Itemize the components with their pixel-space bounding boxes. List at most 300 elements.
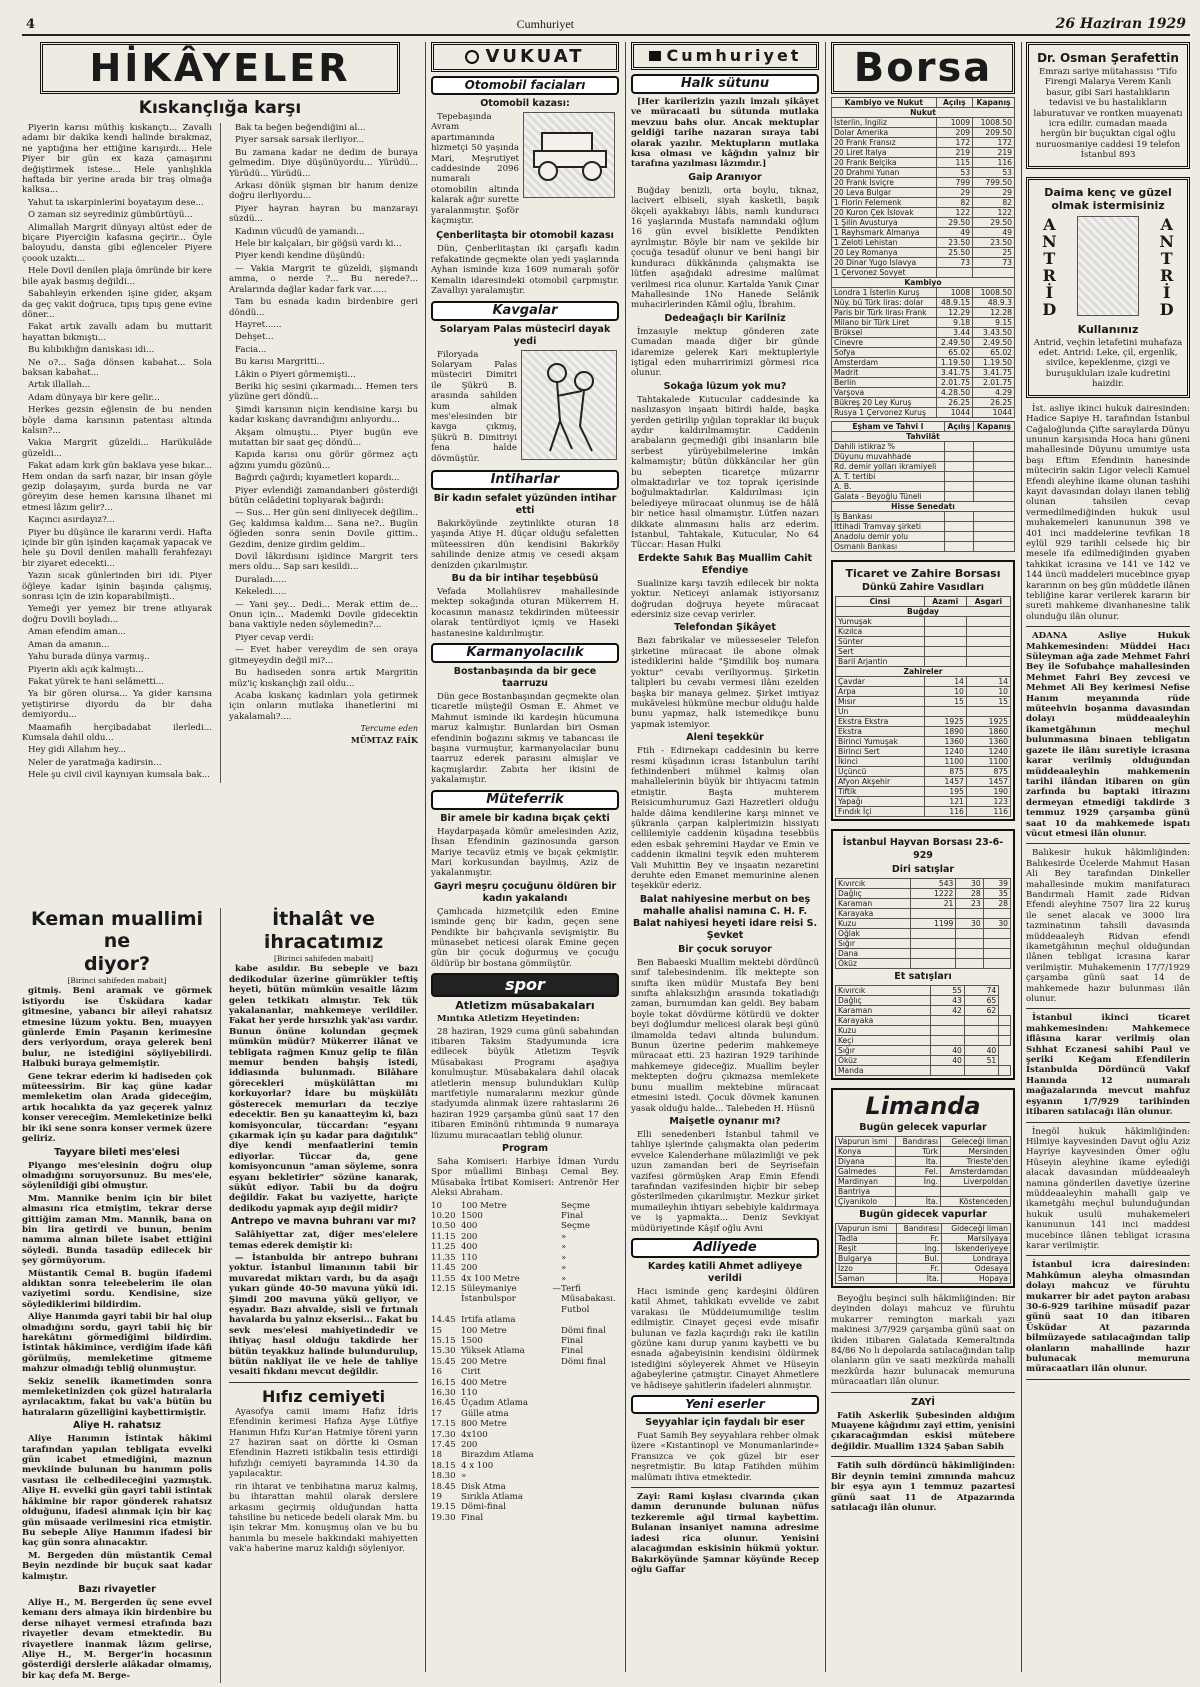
keman-paragraph: Aliye Hanımın İstintak hâkimi tarafından yapılan tebligata evvelki gün icabet etmediğini, maznun mevkiinde bulunan bu hanımın polis vasıtası ile celbedileceğini yazmıştık. Aliye H. evvelki gün gayri tabii istintak hâkimine bir rapor gönderek rahatsız olduğunu, ifadesi alınmak için bir kaç gün müsaade verilmesini rica etmiştir. Bu sebeple Aliye Hanımın ifadesi bir kaç gün sonra alınacaktır. xyxy=(22,1434,212,1549)
limanda-title: Limanda xyxy=(865,1092,981,1120)
table-cell xyxy=(999,1016,1011,1026)
program-row xyxy=(431,1502,619,1512)
story-paragraph: — Evet haber vereydim de sen oraya gitmeyeydin değil mi?... xyxy=(228,645,418,666)
nukut-row xyxy=(832,158,1015,168)
kambiyo-row xyxy=(832,318,1015,328)
keman-subheading: Aliye H. rahatsız xyxy=(73,1420,161,1432)
et-row xyxy=(836,986,1011,996)
kambiyo-label: Kambiyo xyxy=(832,278,1015,288)
table-cell: 1.19.50 xyxy=(973,358,1015,368)
table-cell: 543 xyxy=(911,879,956,889)
table-cell: 209.50 xyxy=(973,128,1015,138)
table-cell xyxy=(966,707,1010,717)
esham-row xyxy=(832,492,1015,502)
program-row xyxy=(431,1378,619,1388)
table-cell: Dolar Amerika xyxy=(832,128,937,138)
halk-item-title: Gaip Aranıyor xyxy=(688,171,762,183)
ithalat-subheading: Antrepo ve mavna buhranı var mı? xyxy=(230,1216,417,1228)
antrid-letter: İ xyxy=(1045,282,1054,302)
liman-header-row xyxy=(836,1137,1011,1147)
table-cell: 49 xyxy=(973,228,1015,238)
vukuat-header: VUKUAT xyxy=(485,46,585,67)
table-cell xyxy=(956,939,983,949)
table-cell xyxy=(973,512,1014,522)
halk-item-text: Ben Babaeski Muallim mektebi dördüncü sınıf talebesindenim. İlk mektepte son sınıfta iken müdür Mustafa Bey beni sınıfta ahlaksızlığın arasında tokatladığı zaman, burnumdan kan geldi. Bey babam boyle tokat dövdürme kötürdü ve dokter beyi doğlumdur melicesi olarak beşi günü ilmamolda tedavi altında bulundum. Bunun üzerine pederim mahkemeye müracaat etti. 23 haziran 1929 tarihinde mahkemeye gideceğiz. Muallim beyler mektepten doğru çıkmazsa memlekete bunu muallim mektebine müracaat etmesini istedi. Çocuk dövmek kanunen yasak olduğu halde... Talebeden H. Hüsnü xyxy=(631,957,819,1114)
table-cell: 2.01.75 xyxy=(973,378,1015,388)
nukut-row xyxy=(832,258,1015,268)
table-cell: A. T. tertibi xyxy=(832,472,945,482)
table-cell xyxy=(944,492,973,502)
diri-row xyxy=(836,889,1011,899)
gidecek-vapurlar-label: Bugün gidecek vapurlar xyxy=(859,1209,987,1220)
table-cell: 48.9.15 xyxy=(936,298,972,308)
table-cell xyxy=(944,512,973,522)
story-paragraph: Fakat artık zavallı adam bu muttarit hayattan bıkmıştı... xyxy=(22,322,212,343)
nukut-row xyxy=(832,268,1015,278)
doktor-ad xyxy=(1026,42,1190,169)
et-row xyxy=(836,1056,1011,1066)
liman-row xyxy=(836,1187,1011,1197)
program-row xyxy=(431,1409,619,1419)
table-cell xyxy=(924,657,966,667)
table-cell xyxy=(973,482,1014,492)
story-paragraph: Arkası dönük şişman bir hanım denize doğru ilerliyordu... xyxy=(228,181,418,202)
program-row xyxy=(431,1253,619,1263)
story-paragraph: Akşam olmuştu... Piyer bugün eve mutattan bir saat geç döndü... xyxy=(228,427,418,448)
table-cell: Cinevre xyxy=(832,338,937,348)
author-name: MÜMTAZ FAİK xyxy=(350,734,418,745)
table-cell xyxy=(930,1026,964,1036)
diri-row xyxy=(836,899,1011,909)
program-cell: 17.15 xyxy=(431,1419,456,1430)
program-cell xyxy=(561,1492,616,1502)
zayi-title: ZAYİ xyxy=(911,1396,935,1408)
zahire-row xyxy=(836,707,1011,717)
table-cell: 15 xyxy=(924,697,966,707)
program-row xyxy=(431,1357,619,1367)
program-cell: Gülle atma xyxy=(461,1408,509,1419)
table-cell: Birinci Yumuşak xyxy=(836,737,925,747)
nukut-row xyxy=(832,148,1015,158)
program-cell: 400 Metre xyxy=(461,1377,507,1388)
story-paragraph: Ya bir gören olursa... Ya gider karısına yetiştirirse diyordu da bir daha demiyordu... xyxy=(22,689,212,721)
story-paragraph: Neler de yaratmağa kadirsin... xyxy=(28,757,162,768)
story-paragraph: Aman efendim aman... xyxy=(28,627,126,638)
program-cell xyxy=(561,1398,616,1408)
table-cell: Tadla xyxy=(836,1234,897,1244)
yeni-eserler-label: Yeni eserler xyxy=(631,1395,819,1414)
table-cell xyxy=(973,442,1014,452)
liman-row xyxy=(836,1147,1011,1157)
table-cell: Hopaya xyxy=(942,1274,1011,1284)
table-cell: 121 xyxy=(924,797,966,807)
table-cell xyxy=(956,959,983,969)
program-row xyxy=(431,1367,619,1377)
story-paragraph: Yahut ta ıskarpinlerini boyatayım dese... xyxy=(28,197,204,208)
story-paragraph: Herkes gezsin eğlensin de bu nenden böyle dama karısının patentası altında kalsın?... xyxy=(22,405,212,436)
program-cell: » xyxy=(561,1242,567,1253)
table-cell: Vapurun ismi xyxy=(836,1224,897,1234)
program-cell: 14.45 xyxy=(431,1315,456,1326)
halk-item-title: Dedeağaçlı bir Karilniz xyxy=(664,312,786,324)
table-cell: 30 xyxy=(956,919,983,929)
program-cell: 4x 100 Metre xyxy=(461,1273,520,1284)
program-cell: 18.30 xyxy=(431,1471,456,1482)
zahire-row xyxy=(836,807,1011,817)
table-cell: 1008.50 xyxy=(973,118,1015,128)
table-cell: 29 xyxy=(973,188,1015,198)
table-cell: Mısır xyxy=(836,697,925,707)
table-cell xyxy=(944,532,973,542)
ithalat-paragraph: Salâhiyettar zat, diğer mes'elelere temas ederek demiştir ki: xyxy=(228,1230,418,1251)
table-cell: 15 xyxy=(966,697,1010,707)
program-row xyxy=(431,1388,619,1398)
story-paragraph: Lâkin o Piyeri görmemişti... xyxy=(234,369,356,380)
table-cell: 1008.50 xyxy=(973,288,1015,298)
gidecek-table xyxy=(835,1223,1011,1284)
table-cell: Amsterdam xyxy=(832,358,937,368)
program-row xyxy=(431,1440,619,1450)
table-cell: 30 xyxy=(983,919,1010,929)
gelecek-vapurlar-label: Bugün gelecek vapurlar xyxy=(859,1122,987,1133)
program-cell: 200 Metre xyxy=(461,1356,507,1367)
table-cell: Reşit xyxy=(836,1244,897,1254)
muteferrik-title-2: Gayri meşru çocuğunu öldüren bir kadın yakalandı xyxy=(433,880,617,904)
table-cell: Keçi xyxy=(836,1036,931,1046)
asgari-header: Asgari xyxy=(966,597,1010,607)
table-cell xyxy=(966,647,1010,657)
paper-name: Cumhuriyet xyxy=(516,17,574,31)
spor-text: 28 haziran, 1929 cuma günü sabahından itibaren Taksim Stadyumunda icra edilecek büyük Atletizm Teşvik Müsabakası Programı aşağıya konulmuştur. Müsabakalara dahil olacak atletlerin mensup bulundukları Kulüp marifetiyle numaralarını mezkur günde stadyumda alınmak üzere rahtaslarını 26 haziran 1929 çarşamba günü saat 17 den itibaren Eminönü rıhtımında 9 numaraya lüzumu muracaatları tebliğ olunur. xyxy=(431,1026,619,1141)
court-notice: İnegöl hukuk hâkimliğinden: Hilmiye kayvesinden Davut oğlu Aziz Hayriye kayvesinden Ömer oğlu Hüseyin aleyhine ikame eylediği alacak davasından müddeaaleyh namına gönderilen davetiye üzerine müddeaaleyhin mahalli gaip ve ikametgâhı meçhul bulunduğundan hukuk usulü muhakemeleri kanununun 141 inci maddesi mucebince ilânen tebligat icrasına karar verilmiştir. xyxy=(1026,1126,1190,1251)
table-cell: Türk xyxy=(896,1147,941,1157)
table-cell: İng. xyxy=(896,1244,941,1254)
hisse-row xyxy=(832,542,1015,552)
program-row xyxy=(431,1346,619,1356)
story-title: Kıskançlığa karşı xyxy=(138,98,302,118)
table-cell: 4.28.50 xyxy=(936,388,972,398)
flag-icon xyxy=(649,51,661,61)
program-cell: 11.55 xyxy=(431,1273,456,1284)
table-cell xyxy=(973,522,1014,532)
kambiyo-row xyxy=(832,348,1015,358)
antrid-letter: T xyxy=(1043,248,1056,268)
halk-intro: [Her karilerizin yazılı imzalı şikâyet ve müracaati bu sütunda mutlaka mevzuu bahs olur. Ancak mektuplar geldiği tarihe nazaran sıraya tabi olarak yazılır. Mektupların mutlaka kısa olması ve kâğıdın yalnız bir tarafına yazılması lâzımdır.] xyxy=(631,97,819,170)
story-paragraph: Kekeledi..... xyxy=(234,587,287,598)
zahire-row xyxy=(836,617,1011,627)
program-cell: 15 xyxy=(431,1325,442,1336)
karmanyola-text: Dün gece Bostanbaşından geçmekte olan ticaretle müşteğil Osman E. Ahmet ve Mahmut isminde iki kardeşin hücumuna maruz kalmıştır. Bunlardan biri Osman efendinin boğazını sıkmış ve tabancası ile başına vurmuştur, karmanyolacılar bunu taarruz ederek parasını almışlar ve kaçmışlardır. Zabıta her ikisini de yakalamıştır. xyxy=(431,692,619,786)
court-notice: Balıkesir hukuk hâkimliğinden: Balıkesirde Ücelerde Mahmut Hasan Ali Bey tarafından Dinkeller mahallesinde mukim manifaturacı Bandırmalı Hamit zade Ridvan Efendi aleyhine 7507 lira 22 kuruş ile senet alacak ve 3000 lira tazminatının tahsili davasında müddeaaleyh Ridvan efendi ikametgâhının meçhul olduğundan ilânen tebligat icrasına karar verilmiştir. Muhakemenin 17/7/1929 çarşamba günü saat 14 de mahkemede hazır bulunması ilân olunur. xyxy=(1026,848,1190,1005)
story-paragraph: Bağırdı çağırdı; kıyametleri kopardı... xyxy=(234,473,400,484)
ticaret-borsasi xyxy=(831,560,1015,821)
table-cell: 12.29 xyxy=(936,308,972,318)
table-cell xyxy=(924,627,966,637)
table-cell: 123 xyxy=(966,797,1010,807)
table-cell: İkinci xyxy=(836,757,925,767)
zahire-row xyxy=(836,747,1011,757)
table-cell: Fel. xyxy=(896,1167,941,1177)
antrid-ad xyxy=(1026,177,1190,398)
program-cell: 11.15 xyxy=(431,1231,456,1242)
story-paragraph: Hele Dovil denilen plaja ömründe bir kere bile ayak basmış değildi... xyxy=(22,266,212,287)
table-cell: Ekstra xyxy=(836,727,925,737)
table-cell xyxy=(956,949,983,959)
table-cell: İzzo xyxy=(836,1264,897,1274)
table-cell: Anadolu demir yolu xyxy=(832,532,945,542)
table-cell: Gideceği liman xyxy=(942,1224,1011,1234)
esham-row xyxy=(832,462,1015,472)
hisse-row xyxy=(832,512,1015,522)
diri-row xyxy=(836,939,1011,949)
table-cell: Öküz xyxy=(836,959,911,969)
table-cell: 115 xyxy=(936,158,972,168)
zahire-row xyxy=(836,637,1011,647)
et-satislari-label: Et satışları xyxy=(894,971,952,982)
table-cell: Trieste'den xyxy=(941,1157,1011,1167)
table-cell: 29.50 xyxy=(936,218,972,228)
table-cell xyxy=(944,482,973,492)
table-cell: 20 Drahmi Yunan xyxy=(832,168,937,178)
hikayeler-section xyxy=(22,42,418,907)
table-cell: Paris bir Türk lirası Frank xyxy=(832,308,937,318)
table-cell xyxy=(956,909,983,919)
esham-row xyxy=(832,452,1015,462)
table-cell: 20 Frank Fransız xyxy=(832,138,937,148)
story-paragraph: Piyerin aklı açık kalmıştı... xyxy=(28,664,144,675)
table-cell: Düyunu muvahhade xyxy=(832,452,945,462)
liman-row xyxy=(836,1197,1011,1207)
table-cell: 1860 xyxy=(966,727,1010,737)
table-cell xyxy=(999,1036,1011,1046)
story-paragraph: Maamafih herçibadabat ilerledi... Kumsala dahil oldu... xyxy=(22,722,212,743)
program-cell xyxy=(561,1419,616,1429)
diri-satislar-label: Diri satışlar xyxy=(891,864,955,875)
table-cell: 20 Frank Belçika xyxy=(832,158,937,168)
story-left-column xyxy=(22,123,212,783)
program-row xyxy=(431,1326,619,1336)
table-cell: Konya xyxy=(836,1147,896,1157)
table-cell: Un xyxy=(836,707,925,717)
program-row xyxy=(431,1471,619,1481)
zahire-row xyxy=(836,767,1011,777)
table-cell: 1890 xyxy=(924,727,966,737)
program-cell xyxy=(561,1409,616,1419)
table-cell xyxy=(924,647,966,657)
table-cell: Brüksel xyxy=(832,328,937,338)
program-cell: 17.30 xyxy=(431,1429,456,1440)
table-cell: 14 xyxy=(966,677,1010,687)
table-cell: İş Bankası xyxy=(832,512,945,522)
program-cell: 19.30 xyxy=(431,1512,456,1523)
kambiyo-row xyxy=(832,378,1015,388)
beyoglu-ilan: Beyoğlu beşinci sulh hâkimliğinden: Bir deyinden dolayı mahcuz ve füruhtu mukarrer remington markalı yazı makinesi 3/7/929 çarşamba günü saat on ikiden itibaren Galatada Kemeraltında 84/86 No lı depolarda satılacağından talip olanların gün ve saati mezkûrda mahalli mezkûrda hazır bulunacak memuruna müracaatları ilân olunur. xyxy=(831,1294,1015,1388)
et-row xyxy=(836,1006,1011,1016)
table-cell: 195 xyxy=(924,787,966,797)
table-cell: 1925 xyxy=(966,717,1010,727)
hifz-title: Hıfız cemiyeti xyxy=(261,1386,386,1406)
table-cell: Nüy. bü Türk liras: dolar xyxy=(832,298,937,308)
program-cell: 15.15 xyxy=(431,1335,456,1346)
story-paragraph: Tam bu esnada kadın birdenbire geri döndü... xyxy=(228,297,418,318)
borsa-title: Borsa xyxy=(831,42,1015,94)
table-cell xyxy=(930,1036,964,1046)
story-paragraph: Alimallah Margrit dünyayı altüst eder de biçare Piyerciğin kafasına geçirir... Öyle baloyudu, dansta gibi eğlenceler Piyere çoook uzaktı... xyxy=(22,222,212,264)
program-cell: 1500 xyxy=(461,1211,483,1222)
table-cell: 219 xyxy=(973,148,1015,158)
program-cell xyxy=(561,1471,616,1481)
table-cell: 42 xyxy=(930,1006,964,1016)
table-cell: Oğlak xyxy=(836,929,911,939)
table-cell: 116 xyxy=(973,158,1015,168)
intiharlar-label: İntiharlar xyxy=(431,470,619,490)
table-cell: Fr. xyxy=(896,1264,941,1274)
table-cell: 1 Rayhsmark Almanya xyxy=(832,228,937,238)
table-cell: 25 xyxy=(973,248,1015,258)
antrid-letter: R xyxy=(1160,265,1174,285)
halk-item-text: Buğday benizli, orta boylu, tıknaz, lacivert elbiseli, siyah kasketli, başık ökçeli ayakkabıyı lâbis, namlı kunduracı 16 yaşlarında Mustafa namındaki oğlum 16 gün evvel bisiklette Pendikten ayrılmıştır. Böyle bir nam ve şekilde bir çocuğa tesadüf olunur ve beni hangi bir kunduracı dükkânında çalışmakta ise lütfen aşağıdaki adresime malûmat verilmesi rica olunur. Kartalda Yanık Çınar Mahallesinde 1No Hanede Selânik muhacirlerinden Kâmil oğlu, İbrahim. xyxy=(631,185,819,311)
spor-label: spor xyxy=(431,973,619,997)
table-cell: 190 xyxy=(966,787,1010,797)
nukut-row xyxy=(832,218,1015,228)
table-cell xyxy=(973,268,1015,278)
right-column xyxy=(1026,42,1190,1672)
program-cell: Üçadım Atlama xyxy=(461,1398,528,1409)
table-cell: 3.41.75 xyxy=(973,368,1015,378)
story-paragraph: Bu kılıbıklığın daniskası idi... xyxy=(28,345,155,356)
nukut-row xyxy=(832,128,1015,138)
story-paragraph: — Vakia Margrit te güzeldi, şişmandı amma, o nerde ?... Bu nerede?... Aralarında dağlar kadar fark var...... xyxy=(228,263,418,295)
table-cell: 10 xyxy=(966,687,1010,697)
program-cell xyxy=(561,1513,616,1523)
table-cell xyxy=(966,617,1010,627)
zahire-row xyxy=(836,757,1011,767)
story-paragraph: O zaman siz seyrediniz gümbürtüyü... xyxy=(28,210,193,221)
table-cell: Rusya 1 Çervonez Kuruş xyxy=(832,408,937,418)
keman-subheading: Tayyare bileti mes'elesi xyxy=(54,1146,180,1158)
table-cell: Milano bir Türk Liret xyxy=(832,318,937,328)
table-cell: 51 xyxy=(964,1056,998,1066)
table-cell xyxy=(944,542,973,552)
nukut-row xyxy=(832,138,1015,148)
program-cell: 17 xyxy=(431,1408,442,1419)
story-paragraph: Piyer bu düşünce ile kararını verdi. Hafta içinde bir gün işinden kaçamak yapacak ve hele şu Dovil denilen mahalli ferahfezayı bir ziyaret edecekti... xyxy=(22,527,212,569)
table-cell: 73 xyxy=(936,258,972,268)
zahire-row xyxy=(836,627,1011,637)
hisse-row xyxy=(832,532,1015,542)
program-row xyxy=(431,1419,619,1429)
intihar-sub-title: Bu da bir intihar teşebbüsü xyxy=(451,573,599,584)
hisse-row xyxy=(832,522,1015,532)
program-cell xyxy=(561,1367,616,1377)
program-cell: 100 Metre xyxy=(461,1200,507,1211)
program-cell: 16.45 xyxy=(431,1398,456,1409)
program-cell: Seçme xyxy=(561,1221,591,1232)
halk-item-title: Balat nahiyesine merbut on beş mahalle ahalisi namına C. H. F. Balat nahiyesi heyeti idare reisi S. Şevket xyxy=(632,893,818,941)
table-cell: 875 xyxy=(924,767,966,777)
story-paragraph: Piyer cevap verdi: xyxy=(234,632,314,643)
table-cell: Bandırası xyxy=(896,1224,941,1234)
halk-item-text: Ftih - Edirnekapı caddesinin bu kerre resmi küşadının icrası İstanbulun tarihi fethindenberi mühmel kalmış olan mahallelerinin büyük bir ihtiyacını tatmin etmiştir. Başta muhterem Reisicumhurumuz Gazi Hazretleri olduğu halde dâima kendilerine karşı minnet ve şükranla çarpan kalplerimizin hissiyatı cellilemiyle caddenin küşadına tesebbüs eden esbak şehremini Haydar ve Emin ve caddenin ikmalini teşvik eden muhterem Vali Muhittin Bey ve inşaatın nezaretini deruhte eden Emanet memurinine alenen teşekkür ederiz. xyxy=(631,746,819,892)
program-row xyxy=(431,1221,619,1231)
esham-table xyxy=(831,421,1015,552)
program-cell xyxy=(561,1440,616,1450)
program-row xyxy=(431,1315,619,1325)
table-cell: 10 xyxy=(924,687,966,697)
karmanyola-title: Bostanbaşında da bir gece taarruzu xyxy=(453,666,597,690)
zahire-row xyxy=(836,787,1011,797)
table-cell: 1044 xyxy=(936,408,972,418)
nukut-row xyxy=(832,208,1015,218)
keman-paragraph: Aliye H., M. Bergerden üç sene evvel kemanı ders almaya ikin birdenbire bu derse nihayet vermesi etrafında bazı rivayetler devam etmektedir. Bu rivayetlere inanmak lâzım gelirse, Aliye H., M. Berger'in hocasının gösterdiği derslerle alâkadar olmamış, bir kaç defa M. Berge- xyxy=(22,1597,212,1681)
nukut-label: Nukut xyxy=(832,108,1015,118)
table-cell: Karaman xyxy=(836,899,911,909)
program-cell: 1500 xyxy=(461,1335,483,1346)
story-paragraph: Fakat adam kırk gün baklava yese bıkar... Hem ondan da sarfı nazar, bir insan göyle gezip dolaşayım, şurda burda ne var göreyim dese hemen karısına ilhanet mi etmesi lâzım gelir?... xyxy=(22,461,212,513)
table-cell: A. B. xyxy=(832,482,945,492)
antrid-letter: A xyxy=(1043,214,1056,234)
table-cell: 3.44 xyxy=(936,328,972,338)
halk-item-title: Erdekte Sahık Baş Muallim Cahit Efendiye xyxy=(637,552,813,576)
table-cell xyxy=(964,1016,998,1026)
table-cell: 21 xyxy=(911,899,956,909)
program-row xyxy=(431,1211,619,1221)
program-cell: 18.15 xyxy=(431,1460,456,1471)
table-cell: İng. xyxy=(896,1177,941,1187)
program-row xyxy=(431,1284,619,1315)
limanda-box xyxy=(831,1088,1015,1288)
esham-kapanis-header: Kapanış xyxy=(973,422,1014,432)
program-cell: Final xyxy=(561,1346,584,1357)
program-cell: Final xyxy=(561,1335,584,1346)
program-cell: 4x100 xyxy=(461,1429,488,1440)
diri-table xyxy=(835,878,1011,969)
zahire-row xyxy=(836,727,1011,737)
table-cell: 26.25 xyxy=(973,398,1015,408)
muteferrik-title: Bir amele bir kadına bıçak çekti xyxy=(440,812,610,824)
table-cell: 20 Dinar Yugo İslavya xyxy=(832,258,937,268)
table-cell: Ekstra Ekstra xyxy=(836,717,925,727)
program-cell: 19.15 xyxy=(431,1502,456,1513)
table-cell: Saman xyxy=(836,1274,897,1284)
program-row xyxy=(431,1263,619,1273)
halk-item-title: Aleni teşekkür xyxy=(686,732,764,744)
table-cell: Sığır xyxy=(836,1046,931,1056)
table-cell: Odesaya xyxy=(942,1264,1011,1274)
program-cell: Seçme xyxy=(561,1200,591,1211)
zahire-row xyxy=(836,677,1011,687)
kambiyo-row xyxy=(832,288,1015,298)
story-paragraph: Piyer hayran hayran bu manzarayı süzdü... xyxy=(228,203,418,225)
story-paragraph: Vakıa Margrit güzeldi... Harükulâde güzeldi... xyxy=(22,438,212,459)
table-cell: 1240 xyxy=(966,747,1010,757)
table-cell: 1199 xyxy=(911,919,956,929)
kambiyo-table xyxy=(831,97,1015,418)
keman-title: Keman muallimi ne xyxy=(30,908,204,952)
table-cell: 26.25 xyxy=(936,398,972,408)
story-paragraph: Facia... xyxy=(234,344,267,355)
et-row xyxy=(836,996,1011,1006)
et-row xyxy=(836,1066,1011,1076)
story-paragraph: Yemeği yer yemez bir trene atlıyarak doğru Dovili boyladı... xyxy=(22,604,212,625)
table-cell: 55 xyxy=(930,986,964,996)
table-cell xyxy=(944,462,973,472)
program-cell: » xyxy=(561,1252,567,1263)
table-cell: Manda xyxy=(836,1066,931,1076)
table-cell: 23 xyxy=(956,899,983,909)
nukut-row xyxy=(832,238,1015,248)
program-cell: Terfi Müsabakası. Futbol xyxy=(561,1283,616,1315)
